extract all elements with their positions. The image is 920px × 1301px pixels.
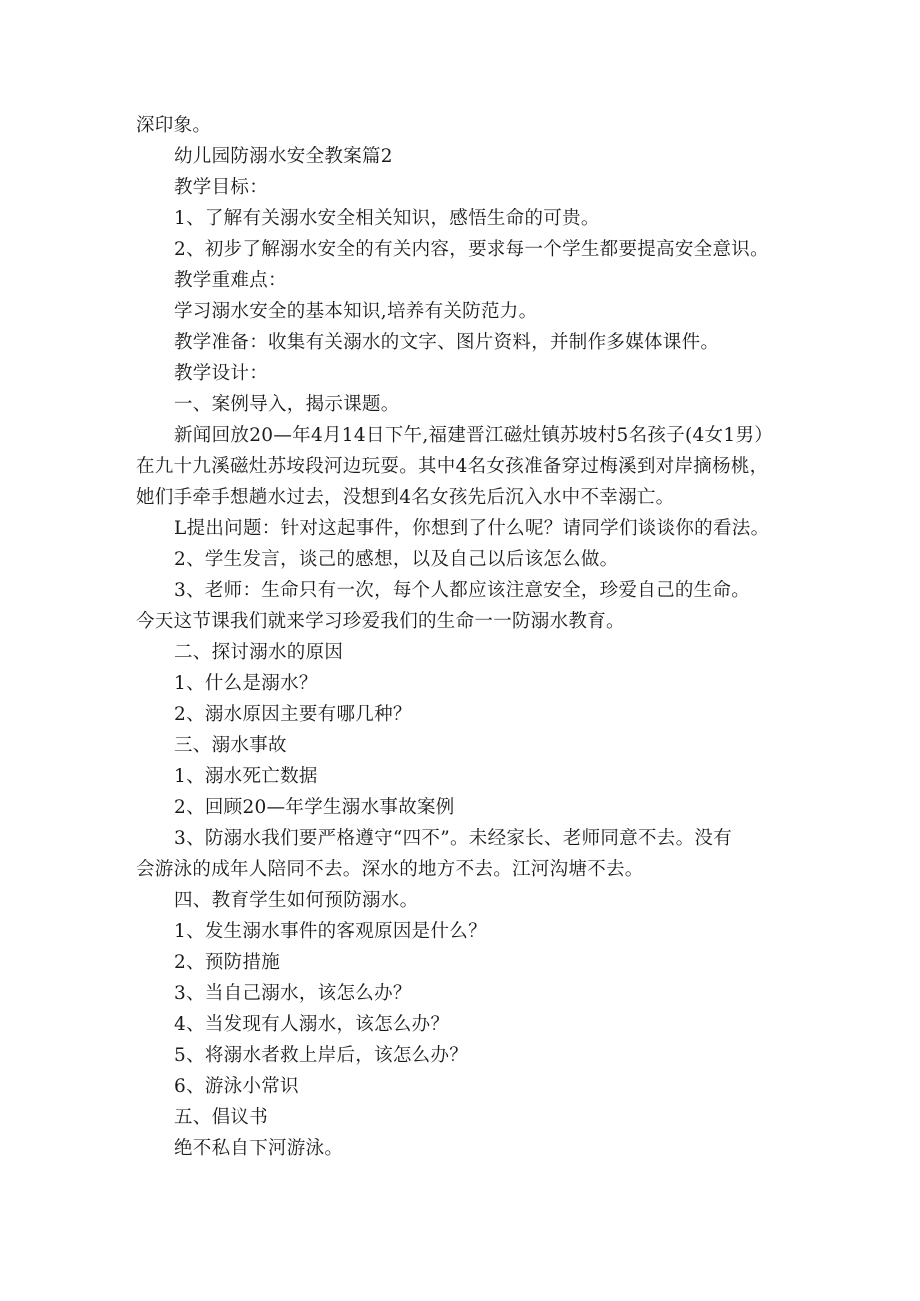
- paragraph-1: 深印象。: [136, 115, 212, 136]
- paragraph-20: 2、溺水原因主要有哪几种？: [174, 704, 412, 725]
- paragraph-27: 1、发生溺水事件的客观原因是什么？: [174, 921, 487, 942]
- paragraph-21: 三、溺水事故: [174, 735, 287, 756]
- paragraph-12: 在九十九溪磁灶苏垵段河边玩耍。其中4名女孩准备穿过梅溪到对岸摘杨桃，: [136, 456, 769, 477]
- paragraph-32: 6、游泳小常识: [174, 1076, 299, 1097]
- paragraph-16: 3、老师：生命只有一次，每个人都应该注意安全，珍爱自己的生命。: [174, 580, 751, 601]
- paragraph-24: 3、防溺水我们要严格遵守“四不”。未经家长、老师同意不去。没有: [174, 828, 732, 849]
- paragraph-31: 5、将溺水者救上岸后，该怎么办？: [174, 1045, 469, 1066]
- paragraph-10: 一、案例导入，揭示课题。: [174, 394, 400, 415]
- paragraph-15: 2、学生发言，谈己的感想，以及自己以后该怎么做。: [174, 549, 619, 570]
- paragraph-2: 幼儿园防溺水安全教案篇2: [174, 146, 393, 167]
- paragraph-17: 今天这节课我们就来学习珍爱我们的生命一一防溺水教育。: [136, 611, 625, 632]
- paragraph-11: 新闻回放20—年4月14日下午,福建晋江磁灶镇苏坡村5名孩子(4女1男）: [174, 425, 774, 446]
- paragraph-13: 她们手牵手想趟水过去，没想到4名女孩先后沉入水中不幸溺亡。: [136, 487, 675, 508]
- paragraph-5: 2、初步了解溺水安全的有关内容，要求每一个学生都要提高安全意识。: [174, 239, 769, 260]
- paragraph-26: 四、教育学生如何预防溺水。: [174, 890, 419, 911]
- document-body: [136, 110, 808, 1164]
- paragraph-4: 1、了解有关溺水安全相关知识，感悟生命的可贵。: [174, 208, 600, 229]
- paragraph-9: 教学设计：: [174, 363, 269, 384]
- paragraph-23: 2、回顾20—年学生溺水事故案例: [174, 797, 455, 818]
- paragraph-29: 3、当自己溺水，该怎么办？: [174, 983, 412, 1004]
- paragraph-3: 教学目标：: [174, 177, 269, 198]
- paragraph-22: 1、溺水死亡数据: [174, 766, 318, 787]
- paragraph-19: 1、什么是溺水？: [174, 673, 318, 694]
- paragraph-25: 会游泳的成年人陪同不去。深水的地方不去。江河沟塘不去。: [136, 859, 644, 880]
- paragraph-7: 学习溺水安全的基本知识,培养有关防范力。: [174, 301, 538, 322]
- paragraph-28: 2、预防措施: [174, 952, 281, 973]
- paragraph-33: 五、倡议书: [174, 1107, 269, 1128]
- paragraph-30: 4、当发现有人溺水，该怎么办？: [174, 1014, 450, 1035]
- paragraph-34: 绝不私自下河游泳。: [174, 1138, 344, 1159]
- paragraph-14: L提出问题：针对这起事件，你想到了什么呢？请同学们谈谈你的看法。: [174, 518, 770, 539]
- paragraph-8: 教学准备：收集有关溺水的文字、图片资料，并制作多媒体课件。: [174, 332, 720, 353]
- paragraph-18: 二、探讨溺水的原因: [174, 642, 344, 663]
- paragraph-6: 教学重难点：: [174, 270, 287, 291]
